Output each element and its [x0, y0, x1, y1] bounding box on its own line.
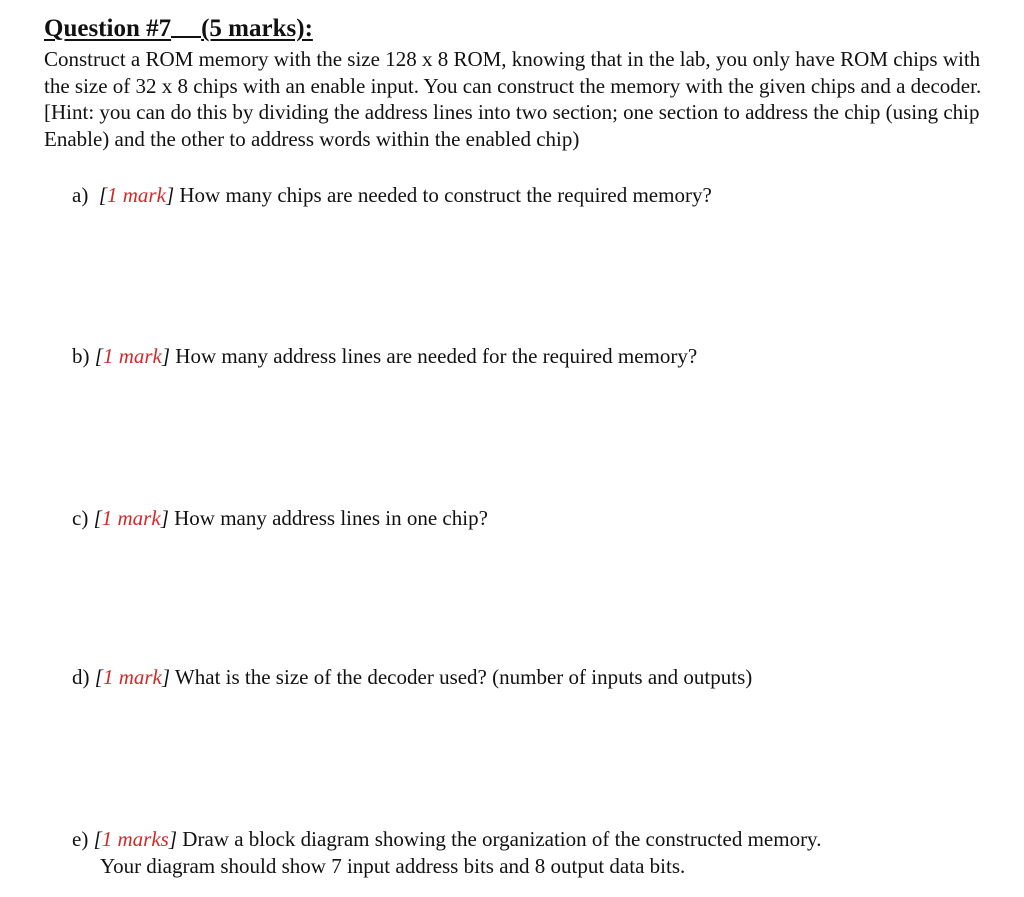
sub-question-text: What is the size of the decoder used? (number of inputs and outputs): [174, 665, 753, 689]
sub-question-e: e) [1 marks] Draw a block diagram showing the organization of the constructed memory. Your diagram should show 7 input address bits and 8 output data bits.: [72, 827, 822, 878]
question-heading: [44, 14, 313, 44]
sub-question-b: b) [1 mark] How many address lines are needed for the required memory?: [72, 344, 698, 368]
sub-question-text-line2: Your diagram should show 7 input address bits and 8 output data bits.: [100, 853, 686, 878]
sub-question-text: Draw a block diagram showing the organization of the constructed memory.: [182, 827, 822, 851]
sub-question-text: How many address lines are needed for the required memory?: [175, 344, 698, 368]
sub-question-mark: 1 marks: [101, 827, 169, 851]
sub-question-mark: 1 mark: [102, 344, 162, 368]
sub-question-mark: 1 mark: [101, 506, 161, 530]
question-intro: Construct a ROM memory with the size 128 x 8 ROM, knowing that in the lab, you only have ROM chips with the size of 32 x 8 chips with an enable input. You can construct the memory with the given chips and a decoder. [Hint: you can do this by dividing the address lines into two section; one section to address the chip (using chip Enable) and the other to address words within the enabled chip): [44, 47, 982, 151]
sub-question-c: c) [1 mark] How many address lines in one chip?: [72, 506, 488, 530]
sub-question-a: a) [1 mark] How many chips are needed to construct the required memory?: [72, 183, 712, 207]
question-number: Question #7: [44, 15, 172, 42]
sub-question-letter: d): [72, 665, 90, 689]
question-marks: (5 marks):: [201, 15, 313, 42]
sub-question-letter: c): [72, 506, 89, 530]
sub-question-mark: 1 mark: [102, 665, 162, 689]
sub-question-text: How many chips are needed to construct the required memory?: [179, 183, 712, 207]
sub-question-d: d) [1 mark] What is the size of the decoder used? (number of inputs and outputs): [72, 665, 753, 689]
sub-question-letter: e): [72, 827, 89, 851]
heading-underline-gap: [171, 14, 201, 38]
sub-question-mark: 1 mark: [107, 183, 166, 207]
sub-question-text: How many address lines in one chip?: [174, 506, 488, 530]
sub-question-letter: a): [72, 183, 89, 207]
sub-question-letter: b): [72, 344, 90, 368]
